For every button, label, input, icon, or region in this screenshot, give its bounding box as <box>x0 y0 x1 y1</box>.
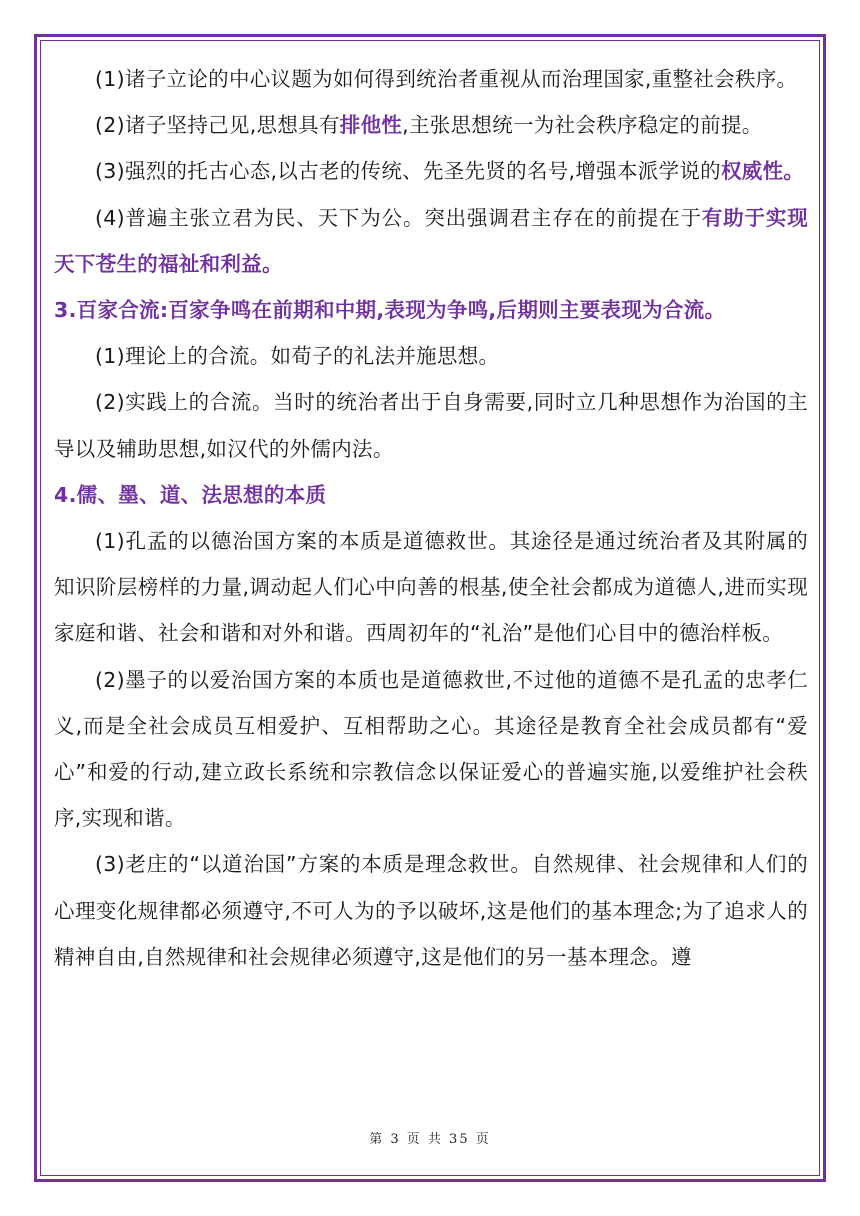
paragraph-text: (2)墨子的以爱治国方案的本质也是道德救世,不过他的道德不是孔孟的忠孝仁义,而是全社会成员互相爱护、互相帮助之心。其途径是教育全社会成员都有“爱心”和爱的行动,建立政长系统和宗教信念以保证爱心的普遍实施,以爱维护社会秩序,实现和谐。 <box>54 667 808 831</box>
paragraph-text: (1)理论上的合流。如荀子的礼法并施思想。 <box>95 344 500 369</box>
highlighted-text: 排他性 <box>339 113 403 138</box>
paragraph-text: (3)老庄的“以道治国”方案的本质是理念救世。自然规律、社会规律和人们的心理变化规律都必须遵守,不可人为的予以破坏,这是他们的基本理念;为了追求人的精神自由,自然规律和社会规律必须遵守,这是他们的另一基本理念。遵 <box>54 852 808 969</box>
paragraph-text: (2)实践上的合流。当时的统治者出于自身需要,同时立几种思想作为治国的主导以及辅助思想,如汉代的外儒内法。 <box>54 390 808 461</box>
highlighted-text: 有助于实现天下苍生的福祉和利益。 <box>54 205 808 276</box>
paragraph <box>54 148 808 194</box>
section-heading <box>54 472 808 518</box>
highlighted-text: 权威性。 <box>720 159 805 184</box>
section-heading <box>54 287 808 333</box>
highlighted-text: 4.儒、墨、道、法思想的本质 <box>54 482 327 507</box>
paragraph-text: (3)强烈的托古心态,以古老的传统、先圣先贤的名号,增强本派学说的 <box>95 159 721 184</box>
document-body <box>54 56 808 980</box>
paragraph-text: (1)孔孟的以德治国方案的本质是道德救世。其途径是通过统治者及其附属的知识阶层榜样的力量,调动起人们心中向善的根基,使全社会都成为道德人,进而实现家庭和谐、社会和谐和对外和谐。西周初年的“礼治”是他们心目中的德治样板。 <box>54 529 808 646</box>
paragraph-text: ,主张思想统一为社会秩序稳定的前提。 <box>402 113 763 138</box>
page-footer: 第 3 页 共 35 页 <box>369 1132 491 1147</box>
paragraph <box>54 56 808 102</box>
paragraph-text: (1)诸子立论的中心议题为如何得到统治者重视从而治理国家,重整社会秩序。 <box>95 67 798 91</box>
paragraph <box>54 102 808 148</box>
paragraph <box>54 518 808 657</box>
highlighted-text: 3.百家合流:百家争鸣在前期和中期,表现为争鸣,后期则主要表现为合流。 <box>54 298 726 323</box>
paragraph-text: (2)诸子坚持己见,思想具有 <box>95 113 340 138</box>
paragraph <box>54 333 808 379</box>
paragraph <box>54 657 808 842</box>
paragraph-text: (4)普遍主张立君为民、天下为公。突出强调君主存在的前提在于 <box>95 205 702 230</box>
paragraph <box>54 195 808 287</box>
paragraph <box>54 379 808 471</box>
paragraph <box>54 841 808 980</box>
